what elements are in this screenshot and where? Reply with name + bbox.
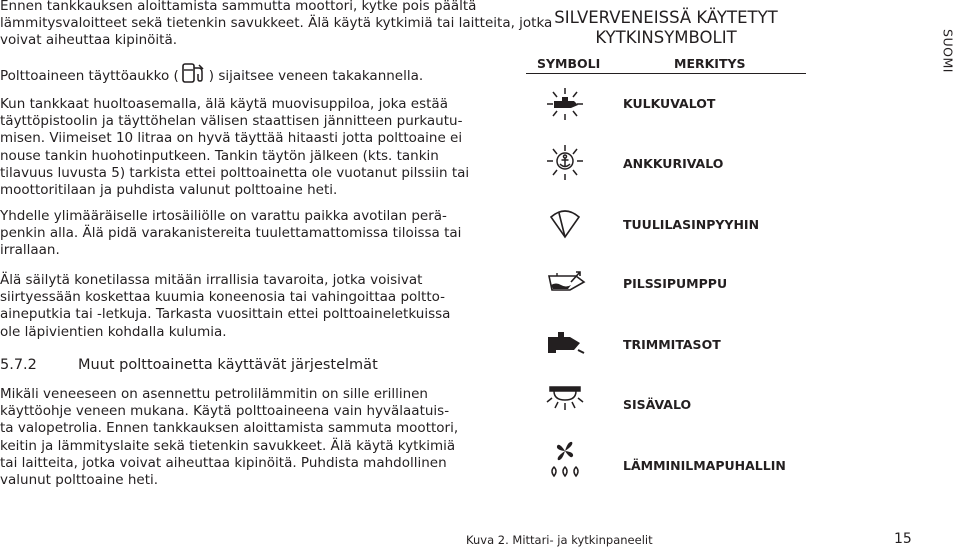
column-header-symbol: SYMBOLI	[537, 56, 601, 71]
row-label-sisavalo: SISÄVALO	[623, 397, 692, 412]
figure-caption: Kuva 2. Mittari- ja kytkinpaneelit	[466, 533, 653, 547]
page-number: 15	[894, 531, 912, 547]
windshield-wiper-icon	[540, 203, 590, 243]
anchor-light-icon	[540, 143, 590, 183]
section-heading	[0, 357, 378, 373]
refuelling-paragraph: Kun tankkaat huoltoasemalla, älä käytä muovisuppiloa, joka estää täyttöpistoolin ja täyttöhelan välisen staattisen jännitteen purkautu- misen. Viimeiset 10 litraa on hyvä täyttää hitaasti jotta polttoaine ei nouse tankin huohotinputkeen. Tankin täytön jälkeen (kts. tankin tilavuus luvusta 5) tarkista ettei polttoainetta ole vuotanut pilssiin tai moottoritilaan ja puhdista valunut polttoaine heti.	[0, 96, 470, 199]
header-divider	[526, 73, 806, 74]
spare-tank-paragraph: Yhdelle ylimääräiselle irtosäiliölle on varattu paikka avotilan perä- penkin alla. Älä pidä varakanistereita tuulettamattomissa tiloissa tai irrallaan.	[0, 208, 462, 259]
row-label-kulkuvalot: KULKUVALOT	[623, 96, 716, 111]
column-header-meaning: MERKITYS	[674, 56, 746, 71]
row-label-lamminilmapuhallin: LÄMMINILMAPUHALLIN	[623, 458, 786, 473]
bilge-pump-icon	[540, 263, 590, 303]
section-number: 5.7.2	[0, 357, 37, 373]
navigation-light-icon	[540, 84, 590, 124]
fuel-filler-text-before: Polttoaineen täyttöaukko (	[0, 68, 179, 84]
row-label-ankkurivalo: ANKKURIVALO	[623, 156, 724, 171]
row-label-pilssipumppu: PILSSIPUMPPU	[623, 276, 728, 291]
engine-room-paragraph: Älä säilytä konetilassa mitään irrallisia tavaroita, jotka voisivat siirtyessään koskettaa kuumia koneenosia tai vahingoittaa poltto- aineputkia tai -letkuja. Tarkasta vuosittain ettei polttoaineletkuissa ole läpivientien kohdalla kulumia.	[0, 272, 451, 340]
heater-fan-icon	[540, 440, 590, 480]
row-label-tuulilasinpyyhin: TUULILASINPYYHIN	[623, 217, 760, 232]
interior-light-icon	[540, 383, 590, 423]
symbol-table-title: SILVERVENEISSÄ KÄYTETYT KYTKINSYMBOLIT	[554, 8, 778, 47]
row-label-trimmitasot: TRIMMITASOT	[623, 337, 721, 352]
fuel-filler-paragraph	[0, 62, 423, 85]
fuel-filler-text-after: ) sijaitsee veneen takakannella.	[208, 68, 424, 84]
fuel-pump-icon	[181, 62, 207, 84]
heater-paragraph: Mikäli veneeseen on asennettu petrolilämmitin on sille erillinen käyttöohje veneen mukana. Käytä polttoaineena vain hyvälaatuis- ta valopetrolia. Ennen tankkauksen aloittamista sammuta moottori, keitin ja lämmityslaite sekä tietenkin savukkeet. Älä käytä kytkimiä tai laitteita, jotka voivat aiheuttaa kipinöitä. Puhdista mahdollinen valunut polttoaine heti.	[0, 386, 459, 489]
section-title: Muut polttoainetta käyttävät järjestelmät	[78, 357, 378, 373]
language-tab: SUOMI	[940, 29, 956, 73]
intro-paragraph: Ennen tankkauksen aloittamista sammutta moottori, kytke pois päältä lämmitysvaloitteet sekä tietenkin savukkeet. Älä käytä kytkimiä tai laitteita, jotka voivat aiheuttaa kipinöitä.	[0, 0, 553, 49]
trim-tabs-icon	[540, 323, 590, 363]
